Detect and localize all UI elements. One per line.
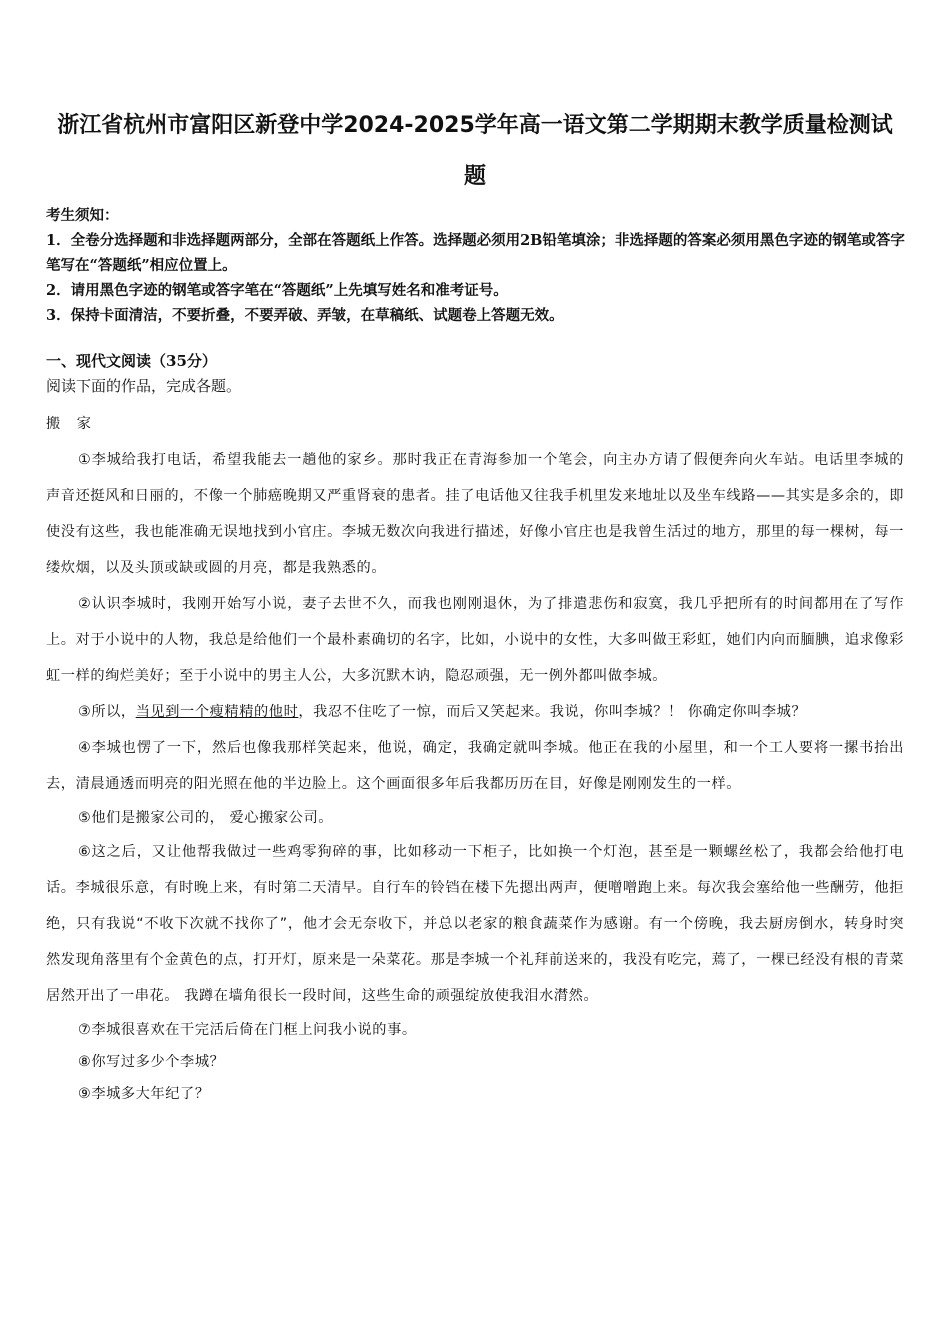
document-title-continued: 题 [463,164,486,189]
notice-item-2: 2．请用黑色字迹的钢笔或答字笔在“答题纸”上先填写姓名和准考证号。 [46,282,508,299]
essay-paragraph-2: ②认识李城时，我刚开始写小说，妻子去世不久，而我也刚刚退休，为了排遣悲伤和寂寞，我几乎把所有的时间都用在了写作上。对于小说中的人物，我总是给他们一个最朴素确切的名字，比如，小说中的女性，大多叫做王彩虹，她们内向而腼腆，追求像彩虹一样的绚烂美好；至于小说中的男主人公，大多沉默木讷，隐忍顽强，无一例外都叫做李城。 [46,596,904,684]
candidate-notice [46,203,906,328]
underlined-phrase: 当见到一个瘦精精的他时 [135,704,299,720]
p3-rest: ，我忍不住吃了一惊，而后又笑起来。我说，你叫李城？！ 你确定你叫李城？ [298,704,807,720]
essay-paragraph-3 [46,694,904,730]
notice-item-3: 3．保持卡面清洁，不要折叠，不要弄破、弄皱，在草稿纸、试题卷上答题无效。 [46,307,564,324]
essay-paragraph-1: ①李城给我打电话，希望我能去一趟他的家乡。那时我正在青海参加一个笔会，向主办方请了假便奔向火车站。电话里李城的声音还挺风和日丽的，不像一个肺癌晚期又严重肾衰的患者。挂了电话他又往我手机里发来地址以及坐车线路——其实是多余的，即使没有这些，我也能准确无误地找到小官庄。李城无数次向我进行描述，好像小官庄也是我曾生活过的地方，那里的每一棵树，每一缕炊烟，以及头顶或缺或圆的月亮，都是我熟悉的。 [46,452,904,576]
document-title: 浙江省杭州市富阳区新登中学2024-2025学年高一语文第二学期期末教学质量检测试 [57,113,893,138]
essay-paragraph-7: ⑦李城很喜欢在干完活后倚在门框上问我小说的事。 [78,1022,417,1038]
notice-item-1: 1．全卷分选择题和非选择题两部分，全部在答题纸上作答。选择题必须用2B铅笔填涂；非选择题的答案必须用黑色字迹的钢笔或答字笔写在“答题纸”相应位置上。 [46,232,905,274]
essay-paragraph-8: ⑧你写过多少个李城？ [78,1054,225,1070]
essay-paragraph-9: ⑨李城多大年纪了？ [78,1086,210,1102]
essay-title: 搬 家 [46,416,97,432]
essay-paragraph-4: ④李城也愣了一下，然后也像我那样笑起来，他说，确定，我确定就叫李城。他正在我的小屋里，和一个工人要将一摞书抬出去，清晨通透而明亮的阳光照在他的半边脸上。这个画面很多年后我都历历在目，好像是刚刚发生的一样。 [46,740,904,792]
essay [46,406,904,1110]
essay-paragraph-6: ⑥这之后，又让他帮我做过一些鸡零狗碎的事，比如移动一下柜子，比如换一个灯泡，甚至是一颗螺丝松了，我都会给他打电话。李城很乐意，有时晚上来，有时第二天清早。自行车的铃铛在楼下先摁出两声，便噌噌跑上来。每次我会塞给他一些酬劳，他拒绝，只有我说“不收下次就不找你了”，他才会无奈收下，并总以老家的粮食蔬菜作为感谢。有一个傍晚，我去厨房倒水，转身时突然发现角落里有个金黄色的点，打开灯，原来是一朵菜花。那是李城一个礼拜前送来的，我没有吃完，蔫了，一棵已经没有根的青菜居然开出了一串花。 我蹲在墙角很长一段时间，这些生命的顽强绽放使我泪水潸然。 [46,844,904,1004]
essay-paragraph-5: ⑤他们是搬家公司的， 爱心搬家公司。 [78,810,334,826]
notice-heading: 考生须知： [46,207,119,224]
section-instruction: 阅读下面的作品，完成各题。 [46,377,242,395]
section-heading: 一、现代文阅读（35分） [46,352,217,370]
p3-lead: ③所以， [78,704,136,720]
reading-section [46,349,906,399]
